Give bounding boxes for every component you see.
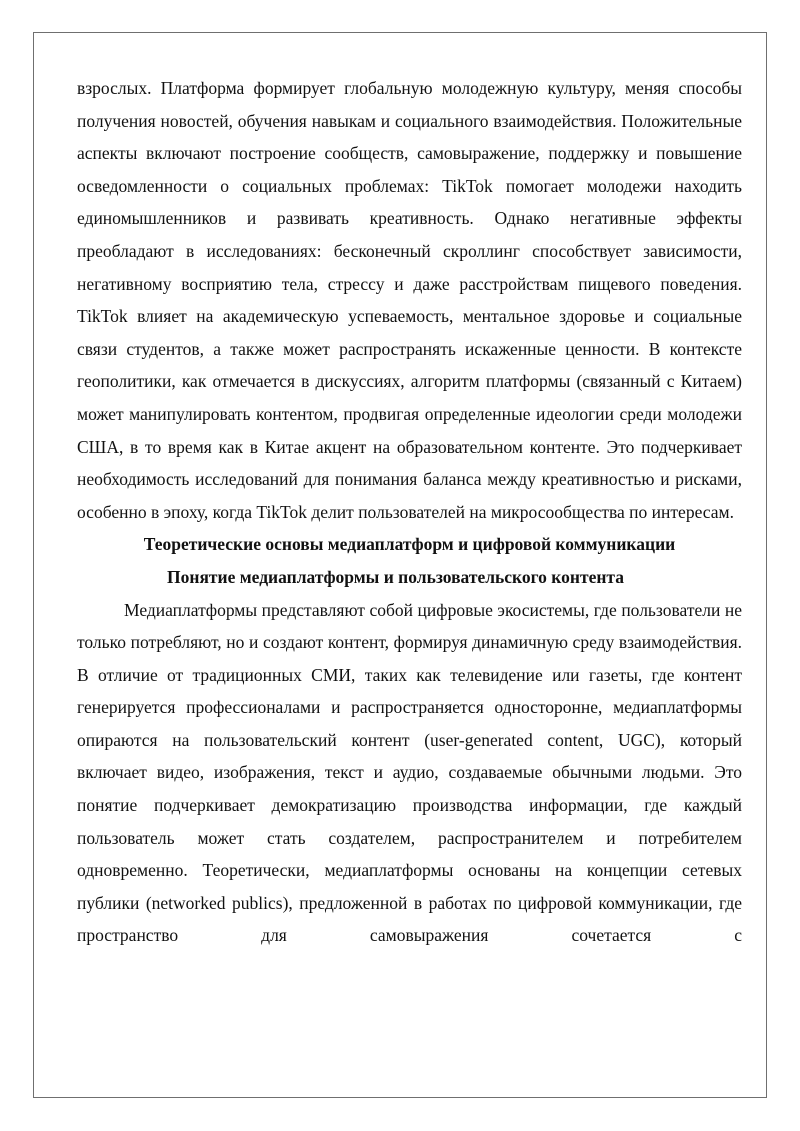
paragraph-continuation: взрослых. Платформа формирует глобальную молодежную культуру, меняя способы получения новостей, обучения навыкам и социального взаимодействия. Положительные аспекты включают построение сообществ, самовыражение, поддержку и повышение осведомленности о социальных проблемах: TikTok помогает молодежи находить единомышленников и развивать креативность. Однако негативные эффекты преобладают в исследованиях: бесконечный скроллинг способствует зависимости, негативному восприятию тела, стрессу и даже расстройствам пищевого поведения. TikTok влияет на академическую успеваемость, ментальное здоровье и социальные связи студентов, а также может распространять искаженные ценности. В контексте геополитики, как отмечается в дискуссиях, алгоритм платформы (связанный с Китаем) может манипулировать контентом, продвигая определенные идеологии среди молодежи США, в то время как в Китае акцент на образовательном контенте. Это подчеркивает необходимость исследований для понимания баланса между креативностью и рисками, особенно в эпоху, когда TikTok делит пользователей на микросообщества по интересам.	[77, 78, 742, 522]
section-heading: Теоретические основы медиаплатформ и цифровой коммуникации	[143, 534, 676, 555]
subsection-heading: Понятие медиаплатформы и пользовательского контента	[167, 566, 624, 587]
document-body	[77, 72, 742, 952]
paragraph-mediaplatforms: Медиаплатформы представляют собой цифровые экосистемы, где пользователи не только потребляют, но и создают контент, формируя динамичную среду взаимодействия. В отличие от традиционных СМИ, таких как телевидение или газеты, где контент генерируется профессионалами и распространяется односторонне, медиаплатформы опираются на пользовательский контент (user-generated content, UGC), который включает видео, изображения, текст и аудио, создаваемые обычными людьми. Это понятие подчеркивает демократизацию производства информации, где каждый пользователь может стать создателем, распространителем и потребителем одновременно. Теоретически, медиаплатформы основаны на концепции сетевых публики (networked publics), предложенной в работах по цифровой коммуникации, где пространство для самовыражения сочетается с	[77, 599, 742, 946]
